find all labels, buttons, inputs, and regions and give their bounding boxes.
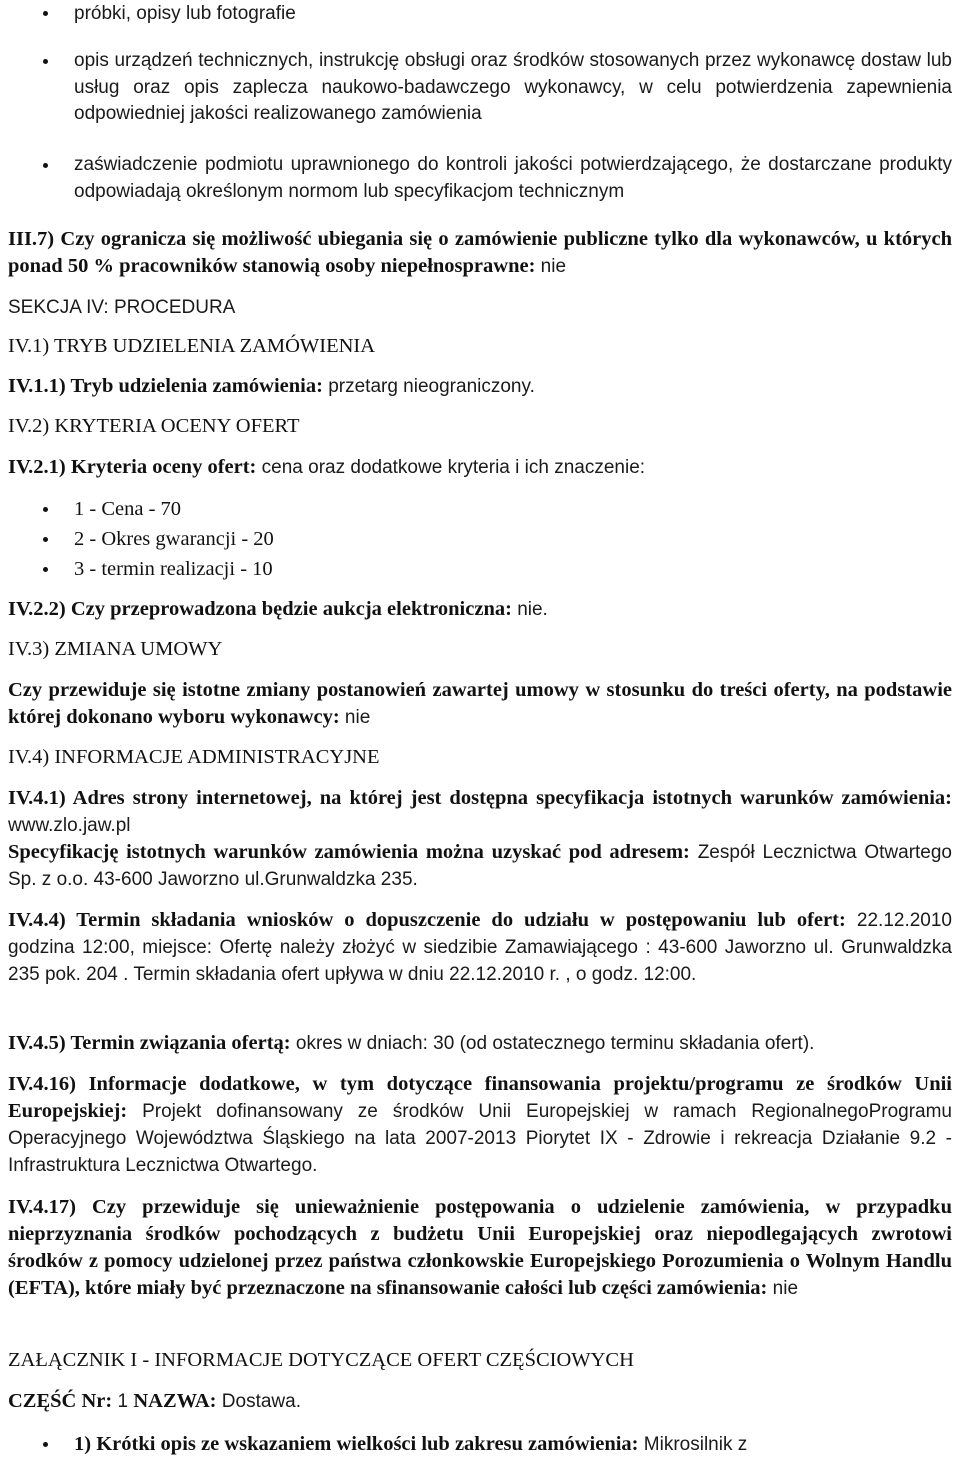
question-answer: okres w dniach: 30 (od ostatecznego terminu składania ofert).	[290, 1033, 815, 1054]
question-III7	[8, 226, 952, 280]
question-label: IV.2.2) Czy przeprowadzona będzie aukcja elektroniczna:	[8, 598, 512, 620]
heading-IV4: IV.4) INFORMACJE ADMINISTRACYJNE	[8, 746, 380, 768]
heading-IV3: IV.3) ZMIANA UMOWY	[8, 638, 223, 660]
question-IV3	[8, 677, 952, 731]
question-label: IV.4.17) Czy przewiduje się unieważnienie postępowania o udzielenie zamówienia, w przypadku nieprzyznania środków pochodzących z budżetu Unii Europejskiej oraz niepodlegających zwrotowi środków z pomocy udzielonej przez państwa członkowskie Europejskiego Porozumienia o Wolnym Handlu (EFTA), które miały być przeznaczone na sfinansowanie całości lub części zamówienia:	[8, 1196, 952, 1299]
criteria-item: 3 - termin realizacji - 10	[74, 556, 952, 583]
question-IV21	[8, 454, 952, 481]
question-IV41	[8, 785, 952, 893]
question-IV44	[8, 907, 952, 988]
question-answer: cena oraz dodatkowe kryteria i ich znaczenie:	[256, 457, 646, 478]
part-info	[8, 1388, 952, 1415]
question-IV45	[8, 1030, 952, 1057]
question-label: 1) Krótki opis ze wskazaniem wielkości lub zakresu zamówienia:	[74, 1433, 639, 1455]
question-label: IV.4.1) Adres strony internetowej, na której jest dostępna specyfikacja istotnych warunków zamówienia:	[8, 787, 952, 809]
question-answer: Mikrosilnik z	[638, 1434, 748, 1455]
question-label: Czy przewiduje się istotne zmiany postanowień zawartej umowy w stosunku do treści oferty, na podstawie której dokonano wyboru wykonawcy:	[8, 679, 952, 728]
question-answer: nie.	[511, 599, 548, 620]
question-answer: nie	[339, 707, 371, 728]
question-answer: Zespół Lecznictwa Otwartego Sp. z o.o. 43-600 Jaworzno ul.Grunwaldzka 235.	[8, 842, 952, 890]
list-item-short-description	[74, 1431, 952, 1458]
question-label: IV.4.4) Termin składania wniosków o dopuszczenie do udziału w postępowaniu lub ofert:	[8, 909, 846, 931]
part-name-value: Dostawa.	[216, 1391, 301, 1412]
question-label: IV.1.1) Tryb udzielenia zamówienia:	[8, 375, 323, 397]
part-number-label: CZĘŚĆ Nr:	[8, 1390, 113, 1412]
question-label: III.7) Czy ogranicza się możliwość ubiegania się o zamówienie publiczne tylko dla wykonawców, u których ponad 50 % pracowników stanowią osoby niepełnosprawne:	[8, 228, 952, 277]
question-label: IV.4.5) Termin związania ofertą:	[8, 1032, 291, 1054]
question-answer: nie	[767, 1278, 799, 1299]
part-name-label: NAZWA:	[133, 1390, 217, 1412]
question-label: IV.4.16) Informacje dodatkowe, w tym dotyczące finansowania projektu/programu ze środków Unii Europejskiej:	[8, 1073, 952, 1122]
list-item-equipment: opis urządzeń technicznych, instrukcję obsługi oraz środków stosowanych przez wykonawcę dostaw lub usług oraz opis zaplecza naukowo-badawczego wykonawcy, w celu potwierdzenia zapewnienia odpowiedniej jakości realizowanego zamówienia	[74, 48, 952, 128]
question-answer: nie	[535, 256, 567, 277]
criteria-item: 1 - Cena - 70	[74, 496, 952, 523]
question-IV11	[8, 373, 952, 400]
question-answer: 22.12.2010 godzina 12:00, miejsce: Ofertę należy złożyć w siedzibie Zamawiającego : 43-600 Jaworzno ul. Grunwaldzka 235 pok. 204 . Termin składania ofert upływa w dniu 22.12.2010 r. , o godz. 12:00.	[8, 910, 952, 985]
question-IV22	[8, 596, 952, 623]
question-label: Specyfikację istotnych warunków zamówienia można uzyskać pod adresem:	[8, 841, 690, 863]
criteria-item: 2 - Okres gwarancji - 20	[74, 526, 952, 553]
part-number-value: 1	[112, 1391, 134, 1412]
list-item-certificate: zaświadczenie podmiotu uprawnionego do kontroli jakości potwierdzającego, że dostarczane produkty odpowiadają określonym normom lub specyfikacjom technicznym	[74, 152, 952, 205]
question-answer: przetarg nieograniczony.	[322, 376, 535, 397]
heading-IV1: IV.1) TRYB UDZIELENIA ZAMÓWIENIA	[8, 335, 376, 357]
question-label: IV.2.1) Kryteria oceny ofert:	[8, 456, 257, 478]
question-answer: Projekt dofinansowany ze środków Unii Europejskiej w ramach RegionalnegoProgramu Operacyjnego Województwa Śląskiego na lata 2007-2013 Piorytet IX - Zdrowie i rekreacja Działanie 9.2 - Infrastruktura Lecznictwa Otwartego.	[8, 1101, 952, 1176]
question-IV416	[8, 1071, 952, 1179]
section-heading-IV: SEKCJA IV: PROCEDURA	[8, 297, 236, 318]
question-IV417	[8, 1194, 952, 1302]
annex-title: ZAŁĄCZNIK I - INFORMACJE DOTYCZĄCE OFERT CZĘŚCIOWYCH	[8, 1349, 634, 1371]
question-answer: www.zlo.jaw.pl	[8, 815, 131, 836]
list-item-samples: próbki, opisy lub fotografie	[74, 0, 952, 27]
heading-IV2: IV.2) KRYTERIA OCENY OFERT	[8, 415, 300, 437]
